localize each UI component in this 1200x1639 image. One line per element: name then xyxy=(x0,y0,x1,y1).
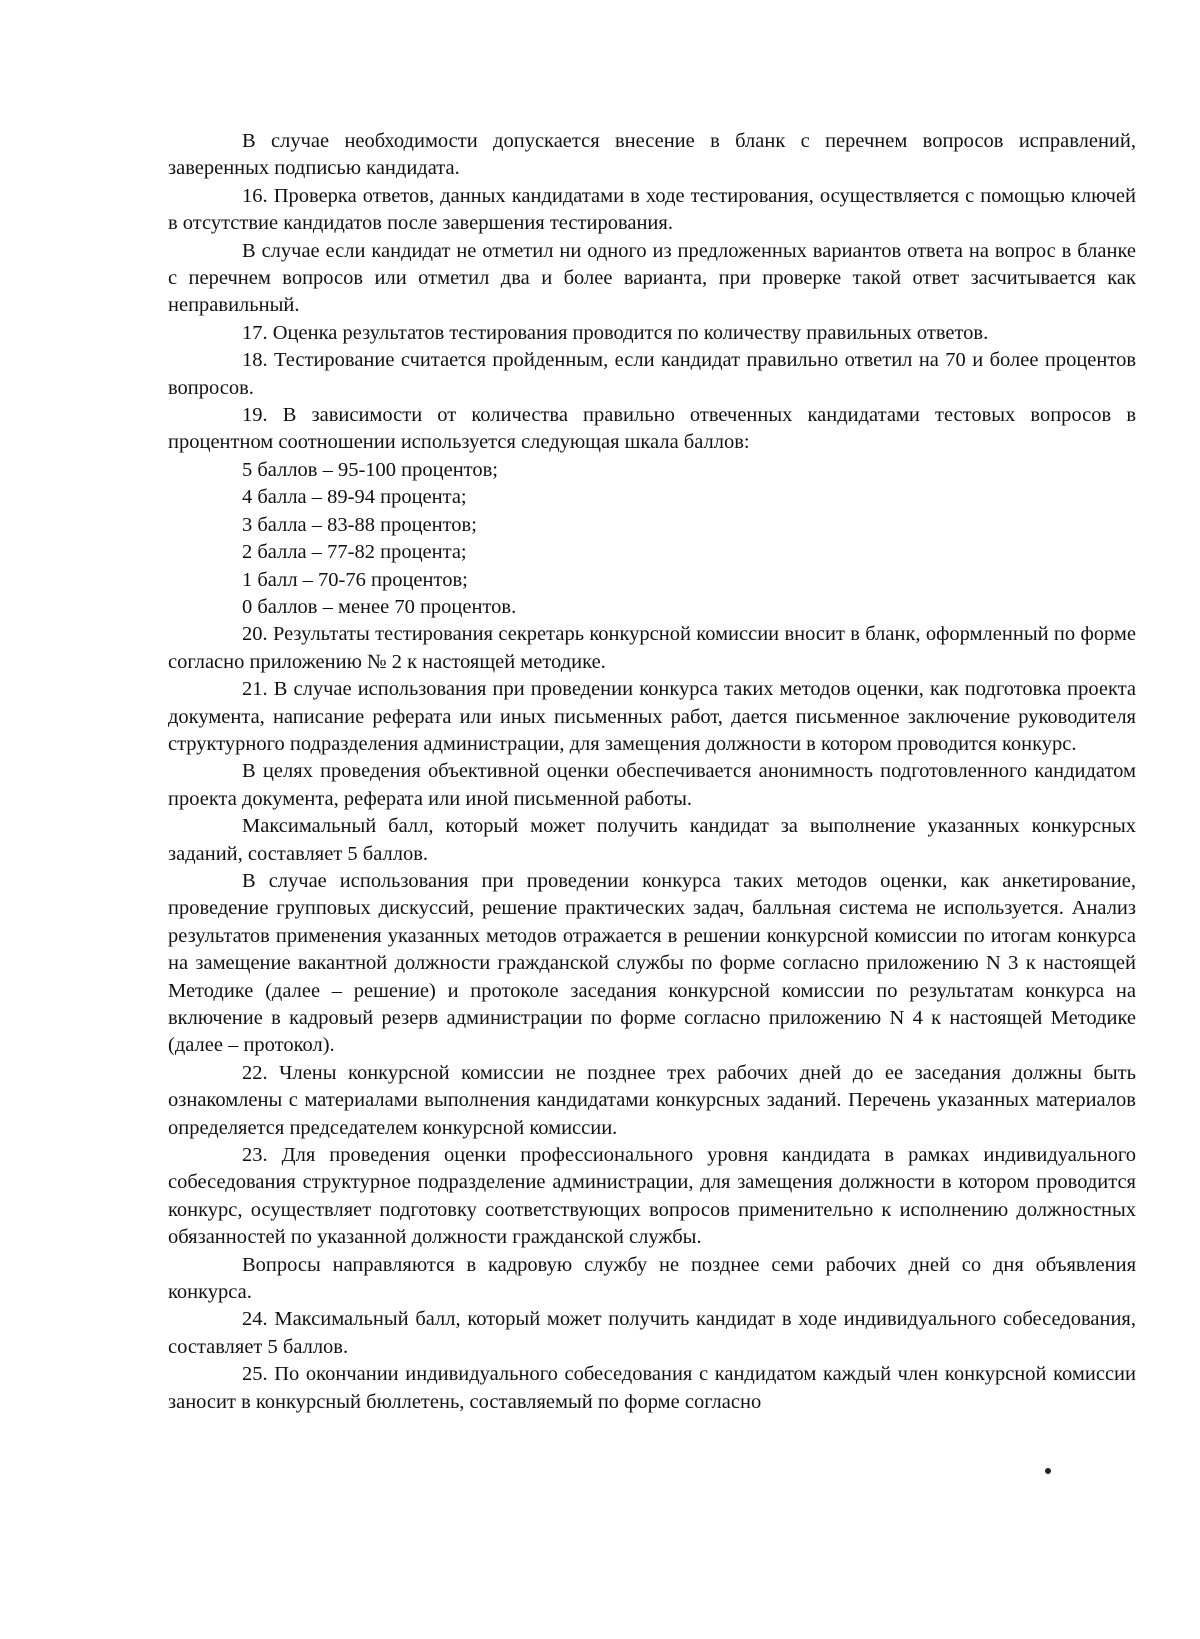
paragraph-20: 20. Результаты тестирования секретарь конкурсной комиссии вносит в бланк, оформленный по форме согласно приложению № 2 к настоящей методике. xyxy=(168,623,1136,673)
score-item: 2 балла – 77-82 процента; xyxy=(242,541,467,564)
paragraph-anonymity: В целях проведения объективной оценки обеспечивается анонимность подготовленного кандидатом проекта документа, реферата или иной письменной работы. xyxy=(168,760,1136,810)
paragraph-24: 24. Максимальный балл, который может получить кандидат в ходе индивидуального собеседования, составляет 5 баллов. xyxy=(168,1308,1136,1358)
paragraph-22: 22. Члены конкурсной комиссии не позднее трех рабочих дней до ее заседания должны быть ознакомлены с материалами выполнения кандидатами конкурсных заданий. Перечень указанных материалов определяется председателем конкурсной комиссии. xyxy=(168,1061,1136,1139)
paragraph-19: 19. В зависимости от количества правильно отвеченных кандидатами тестовых вопросов в процентном соотношении используется следующая шкала баллов: xyxy=(168,404,1136,454)
paragraph-other-methods: В случае использования при проведении конкурса таких методов оценки, как анкетирование, проведение групповых дискуссий, решение практических задач, балльная система не используется. Анализ результатов применения указанных методов отражается в решении конкурсной комиссии по итогам конкурса на замещение вакантной должности гражданской службы по форме согласно приложению N 3 к настоящей Методике (далее – решение) и протоколе заседания конкурсной комиссии по результатам конкурса на включение в кадровый резерв администрации по форме согласно приложению N 4 к настоящей Методике (далее – протокол). xyxy=(168,869,1136,1057)
paragraph-21: 21. В случае использования при проведении конкурса таких методов оценки, как подготовка проекта документа, написание реферата или иных письменных работ, дается письменное заключение руководителя структурного подразделения администрации, для замещения должности в котором проводится конкурс. xyxy=(168,678,1136,755)
score-item: 0 баллов – менее 70 процентов. xyxy=(242,595,517,618)
document-body xyxy=(168,128,1136,1416)
score-item: 1 балл – 70-76 процентов; xyxy=(242,568,468,591)
paragraph-max-score-tasks: Максимальный балл, который может получить кандидат за выполнение указанных конкурсных заданий, составляет 5 баллов. xyxy=(168,815,1136,865)
paragraph-questions-deadline: Вопросы направляются в кадровую службу не позднее семи рабочих дней со дня объявления конкурса. xyxy=(168,1253,1136,1304)
paragraph-16: 16. Проверка ответов, данных кандидатами в ходе тестирования, осуществляется с помощью ключей в отсутствие кандидатов после завершения тестирования. xyxy=(168,184,1136,235)
score-item: 3 балла – 83-88 процентов; xyxy=(242,513,477,536)
paragraph-18: 18. Тестирование считается пройденным, если кандидат правильно ответил на 70 и более процентов вопросов. xyxy=(168,349,1136,399)
score-scale-list xyxy=(168,457,1136,621)
paragraph-23: 23. Для проведения оценки профессионального уровня кандидата в рамках индивидуального собеседования структурное подразделение администрации, для замещения должности в котором проводится конкурс, осуществляет подготовку соответствующих вопросов применительно к исполнению должностных обязанностей по указанной должности гражданской службы. xyxy=(168,1144,1136,1249)
score-item: 4 балла – 89-94 процента; xyxy=(242,486,467,509)
paragraph-25: 25. По окончании индивидуального собеседования с кандидатом каждый член конкурсной комиссии заносит в конкурсный бюллетень, составляемый по форме согласно xyxy=(168,1363,1136,1413)
scan-mark xyxy=(1045,1468,1051,1474)
paragraph-17: 17. Оценка результатов тестирования проводится по количеству правильных ответов. xyxy=(242,321,989,344)
paragraph-corrections: В случае необходимости допускается внесение в бланк с перечнем вопросов исправлений, заверенных подписью кандидата. xyxy=(168,130,1136,180)
score-item: 5 баллов – 95-100 процентов; xyxy=(242,458,498,481)
paragraph-unanswered: В случае если кандидат не отметил ни одного из предложенных вариантов ответа на вопрос в бланке с перечнем вопросов или отметил два и более варианта, при проверке такой ответ засчитывается как неправильный. xyxy=(168,239,1136,317)
